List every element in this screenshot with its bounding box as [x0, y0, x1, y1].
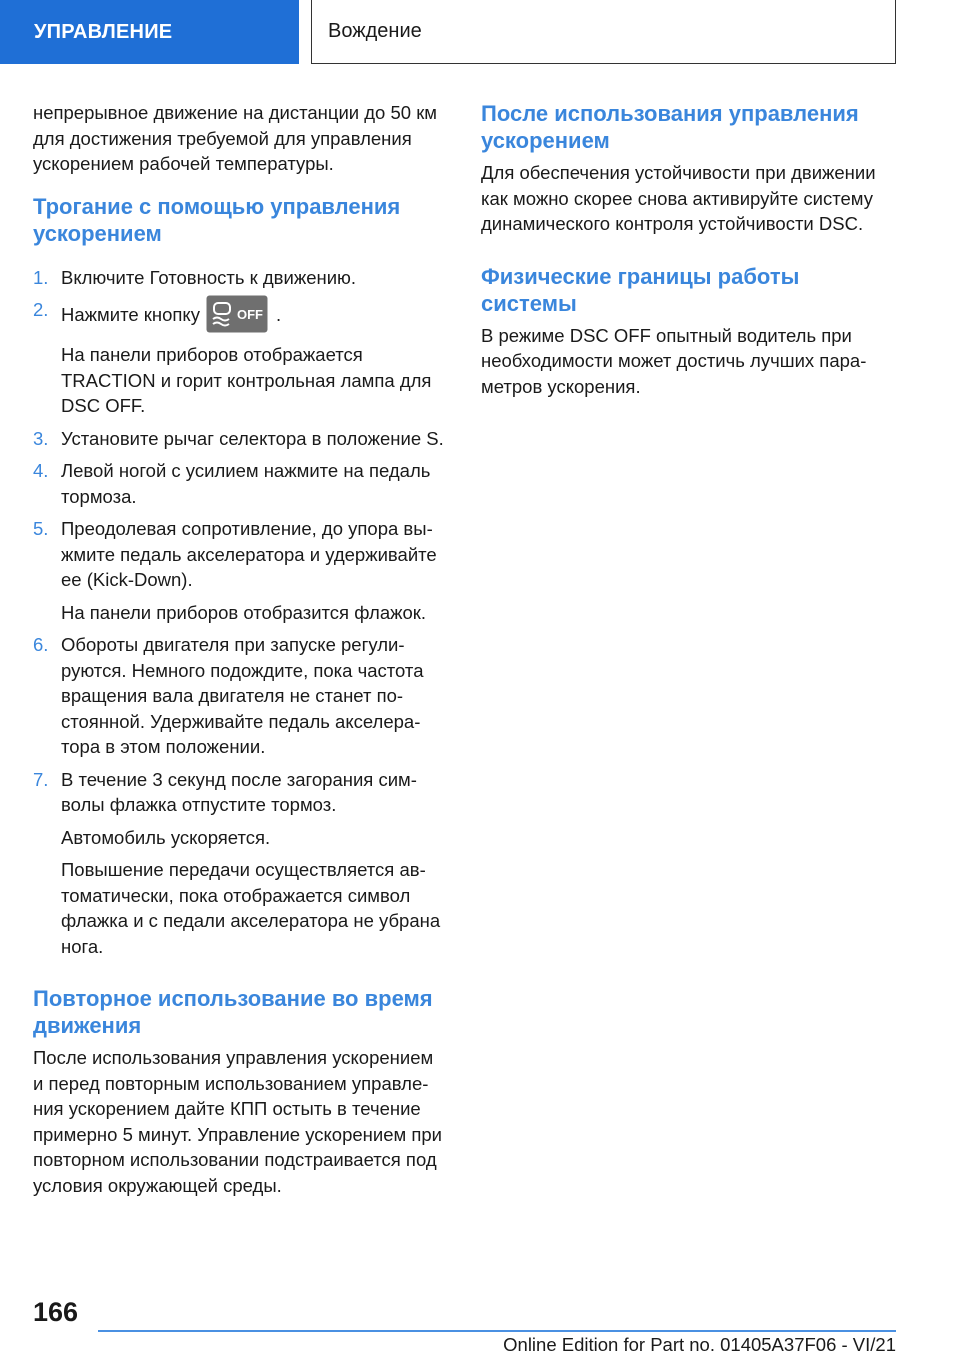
list-item [33, 297, 448, 419]
right-column [481, 100, 896, 399]
footer-divider [98, 1330, 896, 1332]
dsc-off-icon [206, 295, 268, 333]
list-item [33, 265, 448, 291]
intro-paragraph: непрерывное движение на дистанции до 50 км для достижения требуемой для управления ускорением рабочей температуры. [33, 102, 438, 174]
after-paragraph: Для обеспечения устойчивости при движении как можно скорее снова активируйте систему динамического контроля устойчивости DSC. [481, 162, 876, 234]
launch-steps [33, 265, 448, 960]
step-number: 3. [33, 427, 49, 449]
left-column [33, 100, 448, 1198]
list-item [33, 632, 448, 760]
step-text-before: Нажмите кнопку [61, 303, 200, 325]
step-subtext: На панели приборов отображается TRACTION и горит контрольная лампа для DSC OFF. [61, 344, 432, 416]
edition-note: Online Edition for Part no. 01405A37F06 - VI/21 [503, 1334, 896, 1355]
section-title: УПРАВЛЕНИЕ [34, 20, 173, 43]
step-text: Включите Готовность к движению. [61, 266, 357, 288]
step-subtext: Повышение передачи осуществляется автоматически, пока отображается символ флажка и с педали акселератора не убрана нога. [61, 859, 441, 957]
repeat-heading: Повторное использование во время движения [33, 986, 433, 1038]
step-number: 2. [33, 299, 49, 320]
limits-heading: Физические границы работы системы [481, 263, 800, 316]
after-heading: После использования управления ускорением [481, 101, 859, 153]
step-text: Установите рычаг селектора в положение S. [61, 427, 444, 449]
step-subtext: Автомобиль ускоряется. [61, 826, 271, 848]
chapter-header [311, 0, 896, 64]
chapter-title: Вождение [328, 20, 422, 42]
dsc-off-label: OFF [236, 307, 263, 322]
step-subtext: На панели приборов отобразится флажок. [61, 601, 427, 623]
step-number: 5. [33, 518, 49, 539]
launch-heading: Трогание с помощью управления ускорением [33, 193, 401, 246]
repeat-paragraph: После использования управления ускорением и перед повторным использованием управления ускорением дайте КПП остыть в течение примерно 5 минут. Управление ускорением при повторном использовании подстраивается под условия окружающей среды. [33, 1047, 443, 1196]
step-number: 1. [33, 266, 49, 288]
step-text-after: . [275, 303, 282, 325]
page-number: 166 [33, 1297, 79, 1327]
list-item [33, 458, 448, 509]
step-text: Левой ногой с усилием нажмите на педаль тормоза. [61, 460, 431, 507]
section-tab [0, 0, 299, 64]
list-item [33, 767, 448, 960]
step-text [61, 297, 448, 335]
list-item [33, 426, 448, 452]
list-item [33, 516, 448, 625]
step-number: 4. [33, 460, 49, 481]
step-number: 7. [33, 768, 49, 790]
step-text: Обороты двигателя при запуске регулируются. Немного подождите, пока частота вращения вала двигателя не станет постоянной. Удерживайте педаль акселератора в этом положении. [61, 634, 424, 757]
step-number: 6. [33, 634, 49, 655]
limits-paragraph: В режиме DSC OFF опытный водитель при необходимости может достичь лучших параметров ускорения. [481, 324, 867, 397]
step-text: Преодолевая сопротивление, до упора выжмите педаль акселератора и удерживайте ее (Kick-Down). [61, 518, 437, 590]
step-text: В течение 3 секунд после загорания символы флажка отпустите тормоз. [61, 768, 417, 815]
